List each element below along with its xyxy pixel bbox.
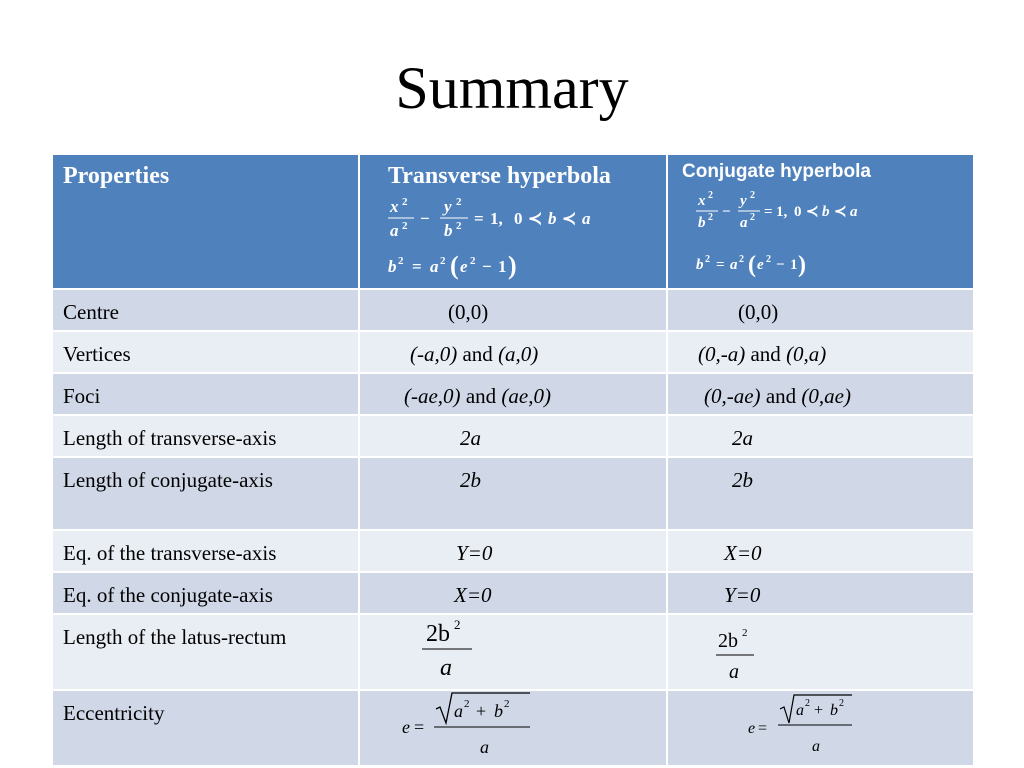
svg-text:a: a (729, 661, 739, 683)
header-transverse: Transverse hyperbola x 2 a 2 − y 2 b 2 = 1, 0 ≺ b ≺ a b 2 = a 2 ( e 2 − 1 ) (359, 154, 667, 289)
svg-text:−: − (482, 257, 492, 276)
svg-text:a: a (812, 738, 820, 755)
header-row (52, 154, 974, 289)
row-transverse-axis-length (52, 415, 974, 457)
latus-rectum-conjugate-formula (668, 615, 968, 685)
svg-text:=: = (414, 717, 425, 737)
svg-text:y: y (444, 197, 452, 216)
conjugate-value: Y=0 (667, 572, 974, 614)
svg-text:2: 2 (742, 627, 748, 639)
row-label: Vertices (52, 331, 359, 373)
transverse-value: (0,0) (359, 289, 667, 331)
row-conjugate-axis-equation (52, 572, 974, 614)
svg-text:a: a (454, 701, 463, 721)
row-latus-rectum (52, 614, 974, 690)
svg-text:a: a (440, 655, 452, 681)
svg-text:2: 2 (402, 196, 408, 208)
row-conjugate-axis-length (52, 457, 974, 530)
svg-text:2: 2 (454, 617, 461, 632)
header-properties: Properties (52, 154, 359, 289)
svg-text:=: = (758, 720, 768, 737)
svg-text:a: a (740, 215, 748, 231)
conjugate-value: (0,0) (667, 289, 974, 331)
svg-text:2: 2 (456, 196, 462, 208)
eccentricity-conjugate-formula (668, 691, 968, 763)
svg-text:2: 2 (708, 190, 713, 201)
svg-text:−: − (722, 204, 731, 220)
row-centre (52, 289, 974, 331)
svg-text:=: = (474, 209, 484, 228)
transverse-equation (388, 194, 648, 284)
svg-text:e: e (460, 257, 468, 276)
svg-text:a: a (850, 204, 858, 220)
row-label: Length of transverse-axis (52, 415, 359, 457)
transverse-value: (-a,0) and (a,0) (359, 331, 667, 373)
svg-text:+: + (814, 702, 824, 719)
svg-text:2: 2 (464, 698, 470, 710)
svg-text:a: a (582, 209, 591, 228)
svg-text:2: 2 (470, 255, 476, 267)
svg-text:0: 0 (514, 209, 523, 228)
conjugate-value: 2b (667, 457, 974, 530)
svg-text:2: 2 (739, 254, 744, 265)
svg-text:≺: ≺ (562, 209, 577, 228)
conjugate-value: X=0 (667, 530, 974, 572)
svg-text:e: e (757, 257, 764, 273)
svg-text:1,: 1, (776, 204, 788, 220)
svg-text:e: e (402, 717, 410, 737)
row-label: Length of conjugate-axis (52, 457, 359, 530)
eccentricity-transverse-formula (360, 691, 660, 763)
row-label: Foci (52, 373, 359, 415)
svg-text:2: 2 (440, 255, 446, 267)
svg-text:2: 2 (705, 254, 710, 265)
transverse-value: X=0 (359, 572, 667, 614)
svg-text:≺: ≺ (528, 209, 543, 228)
svg-text:=: = (716, 257, 725, 273)
row-eccentricity (52, 690, 974, 766)
svg-text:=: = (412, 257, 422, 276)
svg-text:2: 2 (750, 212, 755, 223)
svg-text:2: 2 (708, 212, 713, 223)
transverse-value (359, 690, 667, 766)
transverse-value: Y=0 (359, 530, 667, 572)
transverse-value: 2b (359, 457, 667, 530)
svg-text:2: 2 (504, 698, 510, 710)
svg-text:a: a (480, 737, 489, 757)
svg-text:≺: ≺ (806, 204, 819, 220)
svg-text:b: b (444, 221, 453, 240)
row-label: Eq. of the transverse-axis (52, 530, 359, 572)
svg-text:b: b (830, 702, 838, 719)
conjugate-value: 2a (667, 415, 974, 457)
svg-text:−: − (420, 209, 430, 228)
svg-text:(: ( (748, 252, 756, 278)
svg-text:x: x (390, 197, 399, 216)
svg-text:): ) (508, 251, 517, 280)
svg-text:2: 2 (839, 698, 844, 709)
row-label: Length of the latus-rectum (52, 614, 359, 690)
svg-text:b: b (494, 701, 503, 721)
conjugate-value (667, 614, 974, 690)
conjugate-value (667, 690, 974, 766)
svg-text:2: 2 (398, 255, 404, 267)
conjugate-equation (696, 187, 956, 283)
svg-text:e: e (748, 720, 756, 737)
header-conjugate: Conjugate hyperbola x 2 b 2 − y 2 a 2 = 1, 0 ≺ b ≺ a b 2 = a 2 ( e 2 − 1 ) (667, 154, 974, 289)
svg-text:1: 1 (498, 257, 507, 276)
summary-table (51, 153, 975, 767)
svg-text:(: ( (450, 251, 459, 280)
conjugate-value: (0,-a) and (0,a) (667, 331, 974, 373)
svg-text:2: 2 (456, 220, 462, 232)
row-label: Centre (52, 289, 359, 331)
slide-title: Summary (395, 55, 629, 121)
transverse-value: (-ae,0) and (ae,0) (359, 373, 667, 415)
svg-text:=: = (764, 204, 773, 220)
svg-text:2b: 2b (426, 621, 450, 647)
svg-text:x: x (698, 193, 706, 209)
row-foci (52, 373, 974, 415)
svg-text:a: a (796, 702, 804, 719)
conjugate-value: (0,-ae) and (0,ae) (667, 373, 974, 415)
svg-text:): ) (798, 252, 806, 278)
latus-rectum-transverse-formula (360, 615, 660, 685)
svg-text:b: b (698, 215, 706, 231)
svg-text:a: a (730, 257, 738, 273)
svg-text:2b: 2b (718, 630, 738, 652)
svg-text:a: a (430, 257, 439, 276)
svg-text:b: b (822, 204, 830, 220)
row-transverse-axis-equation (52, 530, 974, 572)
svg-text:0: 0 (794, 204, 802, 220)
svg-text:2: 2 (766, 254, 771, 265)
svg-text:2: 2 (805, 698, 810, 709)
svg-text:b: b (388, 257, 397, 276)
svg-text:2: 2 (402, 220, 408, 232)
svg-text:1,: 1, (490, 209, 503, 228)
row-label: Eq. of the conjugate-axis (52, 572, 359, 614)
svg-text:≺: ≺ (834, 204, 847, 220)
transverse-value (359, 614, 667, 690)
svg-text:b: b (548, 209, 557, 228)
svg-text:a: a (390, 221, 399, 240)
row-vertices (52, 331, 974, 373)
svg-text:2: 2 (750, 190, 755, 201)
svg-text:−: − (776, 257, 785, 273)
transverse-value: 2a (359, 415, 667, 457)
svg-text:y: y (740, 193, 747, 209)
svg-text:+: + (476, 701, 487, 721)
row-label: Eccentricity (52, 690, 359, 766)
svg-text:1: 1 (790, 257, 798, 273)
svg-text:b: b (696, 257, 704, 273)
